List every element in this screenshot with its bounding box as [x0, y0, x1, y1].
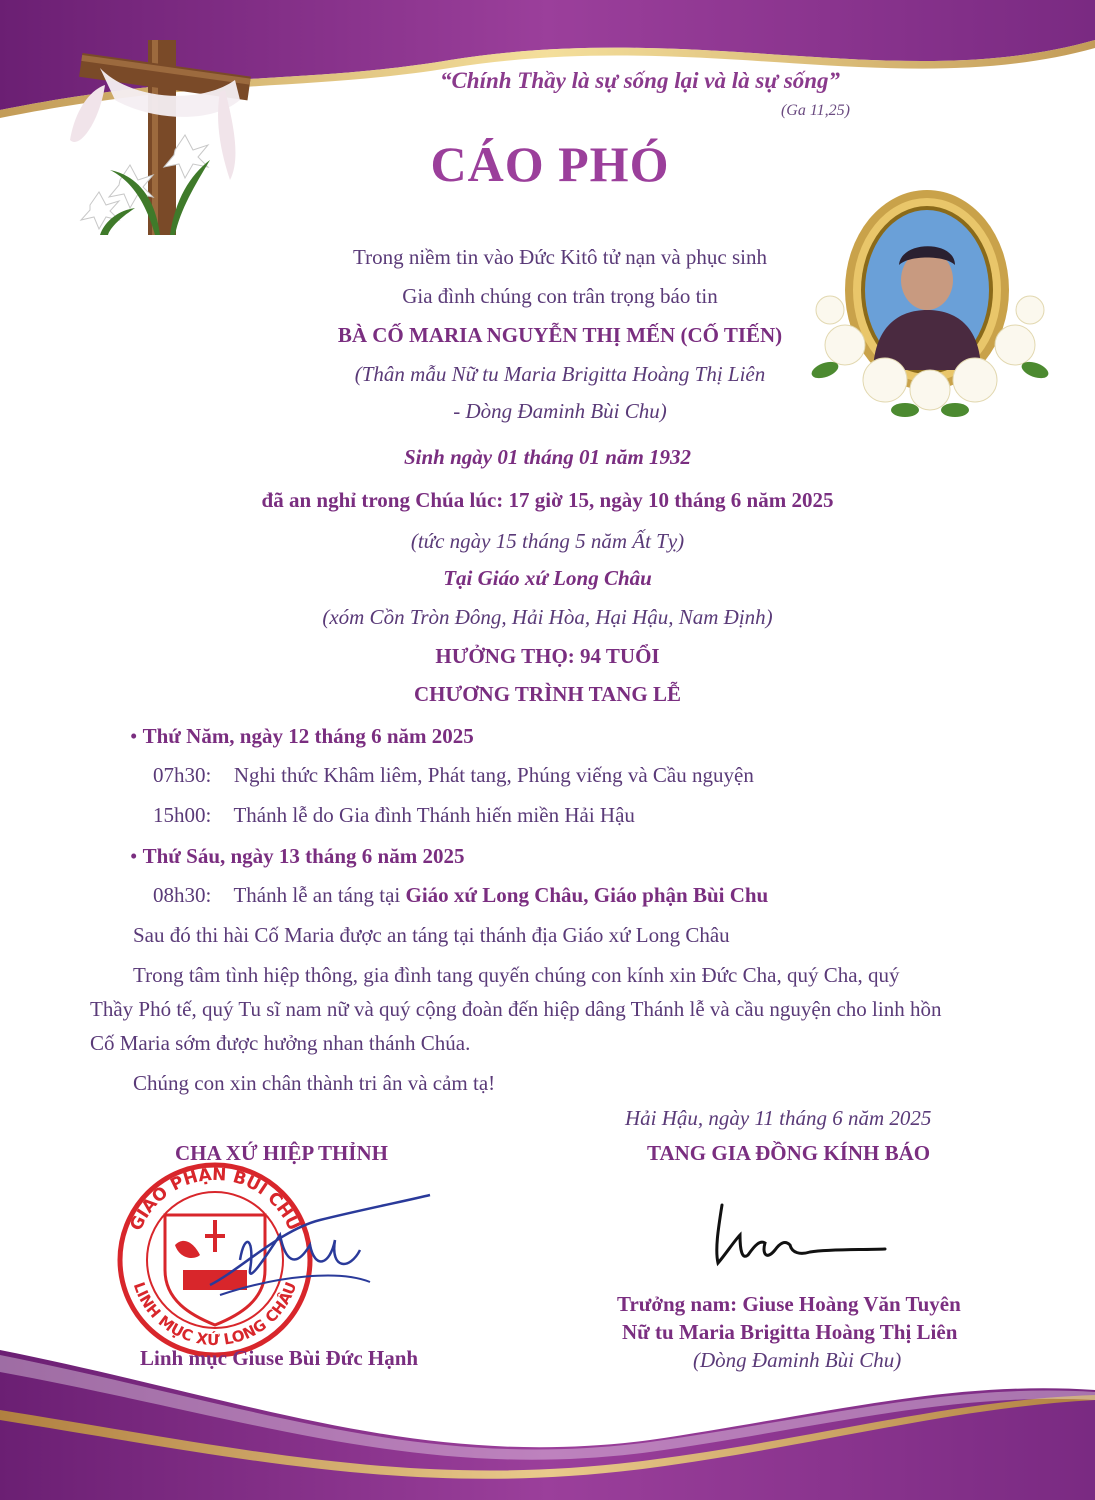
intro-line-2: Gia đình chúng con trân trọng báo tin	[402, 284, 718, 308]
right-signature-name-2: Nữ tu Maria Brigitta Hoàng Thị Liên	[622, 1320, 958, 1344]
event-time: 15h00:	[153, 803, 212, 827]
invitation-line-3: Cố Maria sớm được hưởng nhan thánh Chúa.	[90, 1031, 471, 1055]
thanks-line: Chúng con xin chân thành tri ân và cảm tạ!	[133, 1071, 496, 1095]
death-address: (xóm Cồn Tròn Đông, Hải Hòa, Hại Hậu, Nam Định)	[322, 605, 773, 629]
event-description: Nghi thức Khâm liêm, Phát tang, Phúng viếng và Cầu nguyện	[233, 763, 754, 787]
invitation-line-1: Trong tâm tình hiệp thông, gia đình tang quyến chúng con kính xin Đức Cha, quý Cha, quý	[133, 963, 900, 987]
lunar-date: (tức ngày 15 tháng 5 năm Ất Tỵ)	[410, 529, 685, 553]
event-description: Thánh lễ do Gia đình Thánh hiến miền Hải Hậu	[233, 803, 635, 827]
dateline: Hải Hậu, ngày 11 tháng 6 năm 2025	[625, 1106, 932, 1130]
bullet-icon: •	[130, 724, 138, 748]
intro-line-1: Trong niềm tin vào Đức Kitô tử nạn và phục sinh	[353, 245, 767, 269]
left-signature-name: Linh mục Giuse Bùi Đức Hạnh	[140, 1346, 419, 1370]
deceased-name: BÀ CỐ MARIA NGUYỄN THỊ MẾN (CỐ TIẾN)	[337, 323, 783, 347]
seal-text-top: GIÁO PHẬN BÙI CHU	[126, 1164, 304, 1234]
event-time: 07h30:	[153, 763, 212, 787]
seal-text-bottom: LINH MỤC XỨ LONG CHÂU	[129, 1279, 301, 1350]
program-day-1	[130, 724, 474, 749]
relation-line-1: (Thân mẫu Nữ tu Maria Brigitta Hoàng Thị Liên	[354, 362, 766, 386]
scripture-reference: (Ga 11,25)	[780, 102, 850, 119]
portrait-frame	[805, 185, 1050, 440]
age-line: HƯỞNG THỌ: 94 TUỔI	[435, 644, 660, 668]
right-signature-name-1: Trưởng nam: Giuse Hoàng Văn Tuyên	[617, 1292, 961, 1316]
death-date: đã an nghỉ trong Chúa lúc: 17 giờ 15, ngày 10 tháng 6 năm 2025	[261, 488, 834, 512]
program-event-3	[153, 883, 768, 908]
right-signature-heading: TANG GIA ĐỒNG KÍNH BÁO	[647, 1141, 931, 1165]
death-place: Tại Giáo xứ Long Châu	[443, 566, 652, 590]
relation-line-2: - Dòng Đaminh Bùi Chu)	[453, 399, 667, 423]
program-day-2	[130, 844, 464, 869]
cross-lilies-icon	[60, 30, 260, 240]
program-event-1	[153, 763, 754, 788]
invitation-line-2: Thầy Phó tế, quý Tu sĩ nam nữ và quý cộng đoàn đến hiệp dâng Thánh lễ và cầu nguyện cho linh hồn	[90, 997, 942, 1021]
page-title: CÁO PHÓ	[430, 136, 670, 192]
program-event-2	[153, 803, 635, 828]
bullet-icon: •	[130, 844, 138, 868]
program-heading: CHƯƠNG TRÌNH TANG LỄ	[413, 682, 681, 706]
bottom-band	[0, 1350, 1095, 1500]
program-after: Sau đó thi hài Cố Maria được an táng tại thánh địa Giáo xứ Long Châu	[133, 923, 730, 947]
right-signature-name-3: (Dòng Đaminh Bùi Chu)	[693, 1348, 902, 1372]
event-location: Giáo xứ Long Châu, Giáo phận Bùi Chu	[405, 883, 769, 907]
event-time: 08h30:	[153, 883, 212, 907]
family-signature	[700, 1195, 900, 1275]
left-signature-heading: CHA XỨ HIỆP THỈNH	[175, 1141, 388, 1165]
program-day-1-date: Thứ Năm, ngày 12 tháng 6 năm 2025	[142, 724, 474, 748]
scripture-quote: “Chính Thầy là sự sống lại và là sự sống”	[439, 68, 841, 93]
birth-date: Sinh ngày 01 tháng 01 năm 1932	[403, 445, 692, 469]
priest-signature	[200, 1190, 440, 1310]
program-day-2-date: Thứ Sáu, ngày 13 tháng 6 năm 2025	[142, 844, 465, 868]
event-description: Thánh lễ an táng tại	[233, 883, 406, 907]
